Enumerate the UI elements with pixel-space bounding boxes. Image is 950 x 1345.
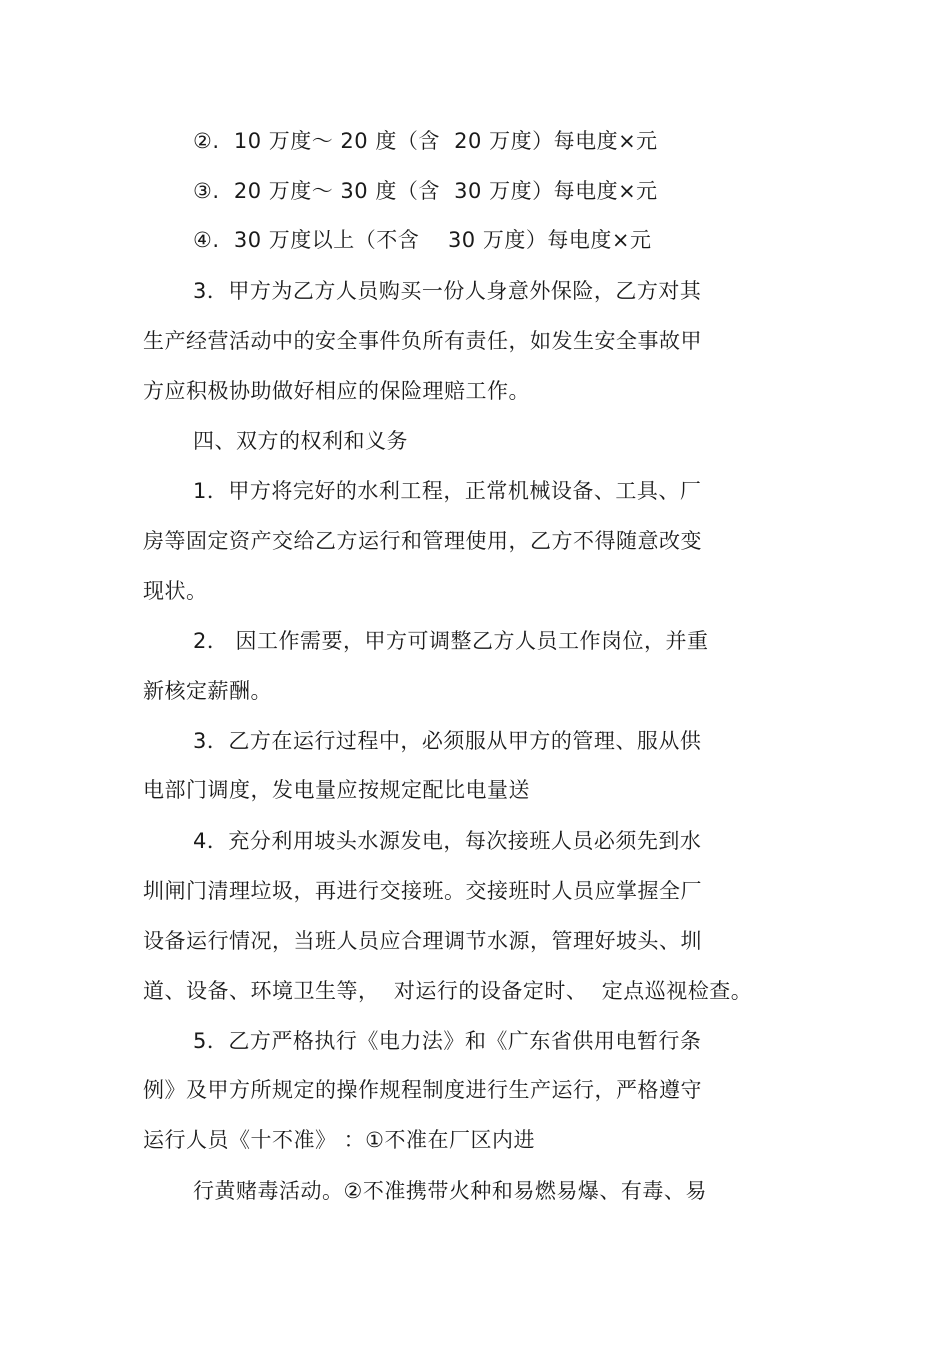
- clause-3-insurance-line-1: 3．甲方为乙方人员购买一份人身意外保险，乙方对其: [193, 279, 702, 303]
- item-2-line-1: 2． 因工作需要，甲方可调整乙方人员工作岗位，并重: [193, 629, 709, 653]
- item-5-line-2: 例》及甲方所规定的操作规程制度进行生产运行，严格遵守: [143, 1078, 702, 1102]
- item-3-line-1: 3．乙方在运行过程中，必须服从甲方的管理、服从供: [193, 729, 702, 753]
- item-1-line-3: 现状。: [143, 579, 208, 603]
- section-4-heading: 四、双方的权利和义务: [193, 429, 408, 453]
- rate-tier-2-line: ②. 10 万度～ 20 度（含 20 万度）每电度×元: [193, 129, 658, 153]
- item-3-line-2: 电部门调度，发电量应按规定配比电量送: [143, 778, 530, 802]
- item-5-line-4: 行黄赌毒活动。②不准携带火种和易燃易爆、有毒、易: [193, 1179, 707, 1203]
- clause-3-insurance-line-3: 方应积极协助做好相应的保险理赔工作。: [143, 379, 530, 403]
- item-4-line-2: 圳闸门清理垃圾，再进行交接班。交接班时人员应掌握全厂: [143, 879, 702, 903]
- item-5-line-1: 5．乙方严格执行《电力法》和《广东省供用电暂行条: [193, 1029, 702, 1053]
- item-1-line-1: 1．甲方将完好的水利工程，正常机械设备、工具、厂: [193, 479, 702, 503]
- rate-tier-4-line: ④. 30 万度以上（不含 30 万度）每电度×元: [193, 228, 652, 252]
- item-4-line-3: 设备运行情况，当班人员应合理调节水源，管理好坡头、圳: [143, 929, 702, 953]
- item-1-line-2: 房等固定资产交给乙方运行和管理使用，乙方不得随意改变: [143, 529, 702, 553]
- rate-tier-3-line: ③. 20 万度～ 30 度（含 30 万度）每电度×元: [193, 179, 658, 203]
- clause-3-insurance-line-2: 生产经营活动中的安全事件负所有责任，如发生安全事故甲: [143, 329, 702, 353]
- item-2-line-2: 新核定薪酬。: [143, 679, 272, 703]
- item-4-line-1: 4．充分利用坡头水源发电，每次接班人员必须先到水: [193, 829, 702, 853]
- item-5-line-3: 运行人员《十不准》 ：①不准在厂区内进: [143, 1128, 535, 1152]
- item-4-line-4: 道、设备、环境卫生等， 对运行的设备定时、 定点巡视检查。: [143, 979, 753, 1003]
